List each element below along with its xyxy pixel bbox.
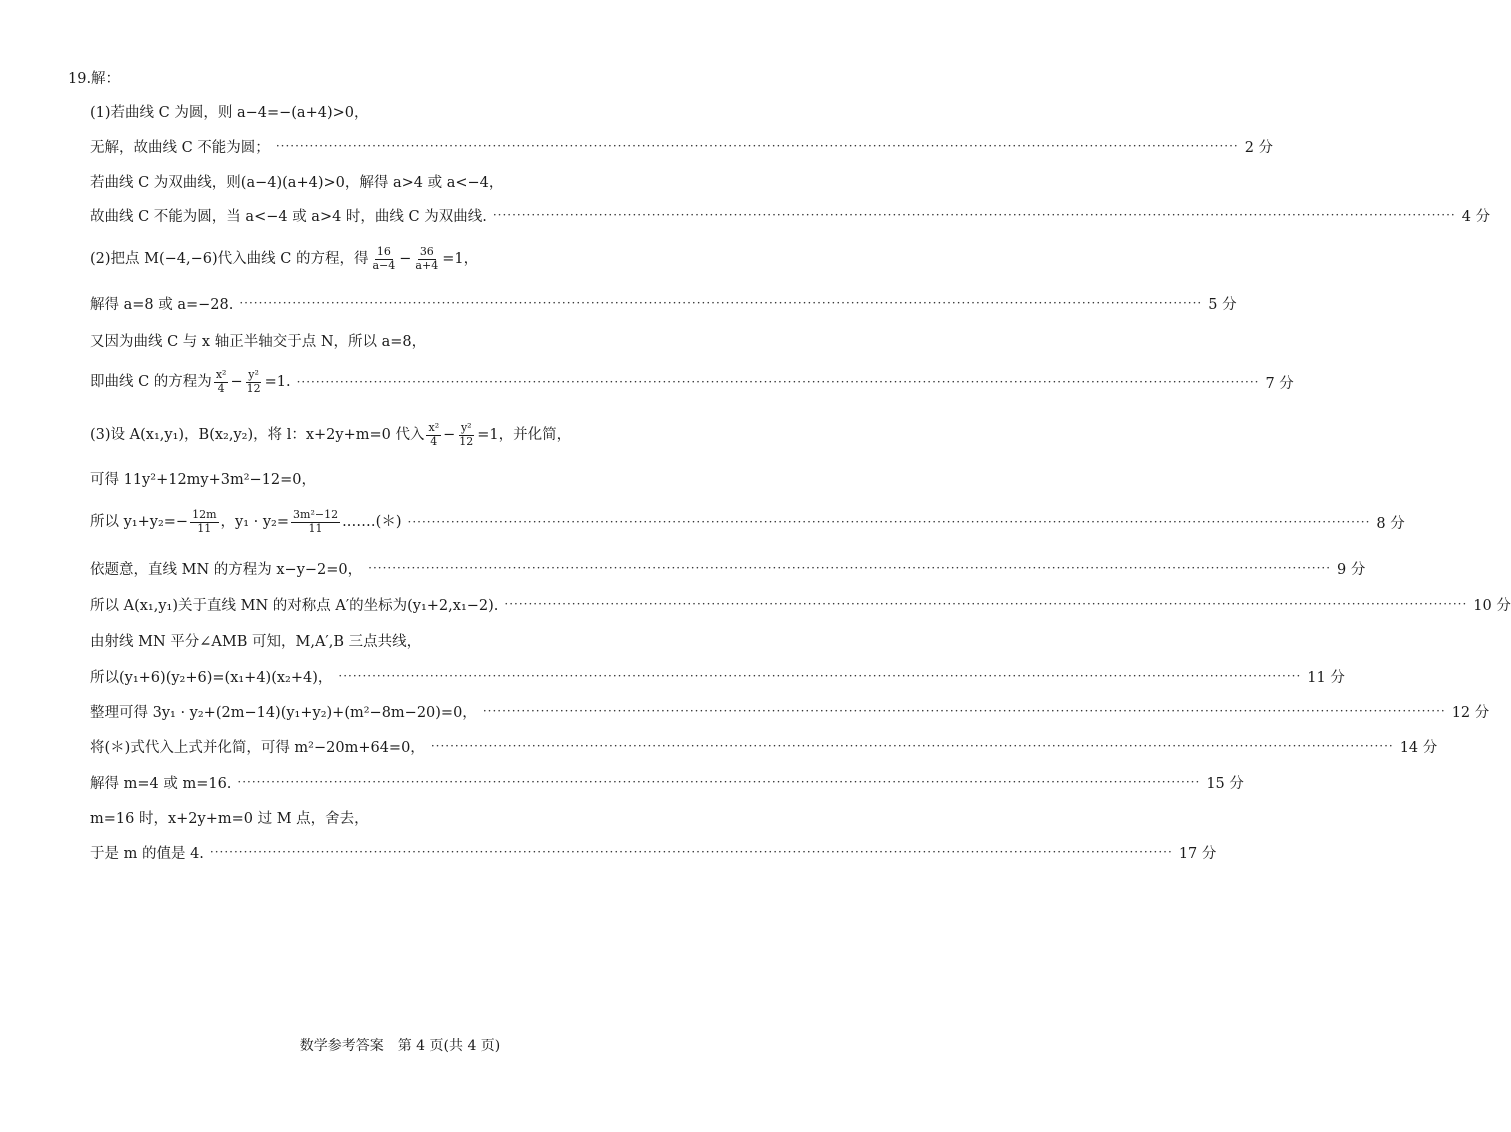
solution-line: 于是 m 的值是 4. ········································································································································································································ 17 分 — [90, 835, 738, 869]
score-mark: 7 分 — [1265, 375, 1294, 392]
leader-dots: ········································································································································································································ — [504, 597, 1468, 611]
solution-line: 所以(y₁+6)(y₂+6)=(x₁+4)(x₂+4)， ········································································································································································································ 11 分 — [90, 659, 738, 693]
fraction: $\frac{\text{y²}}{12}$ — [459, 420, 474, 448]
leader-dots: ········································································································································································································ — [430, 739, 1394, 753]
solution-line: 由射线 MN 平分∠AMB 可知，M,A′,B 三点共线， — [90, 633, 422, 650]
fraction: $\frac{\text{y²}}{12}$ — [246, 367, 261, 395]
solution-line: 若曲线 C 为双曲线，则(a−4)(a+4)>0，解得 a>4 或 a<−4， — [90, 174, 504, 191]
score-mark: 2 分 — [1244, 139, 1274, 156]
solution-line: 所以 y₁+y₂=− $\frac{12m}{11}$ ，y₁ · y₂= $\frac{\text{3m²−12}}{11}$ .……(＊) ········································································································································································································ 8 分 — [90, 507, 1405, 535]
score-mark: 15 分 — [1206, 775, 1244, 792]
solution-line: 整理可得 3y₁ · y₂+(2m−14)(y₁+y₂)+(m²−8m−20)=0， ········································································································································································································ 12 分 — [90, 694, 738, 728]
solution-line: (3)设 A(x₁,y₁)，B(x₂,y₂)，将 l：x+2y+m=0 代入 $\frac{\text{x²}}{4}$ − $\frac{\text{y²}}{12}$ =1，并化简， — [90, 420, 572, 448]
solution-line: 即曲线 C 的方程为 $\frac{\text{x²}}{4}$ − $\frac{\text{y²}}{12}$ =1. ········································································································································································································ 7 分 — [90, 367, 1294, 395]
page-footer: 数学参考答案 第 4 页(共 4 页) — [299, 1038, 501, 1054]
solution-line: 又因为曲线 C 与 x 轴正半轴交于点 N，所以 a=8， — [90, 333, 427, 350]
score-mark: 17 分 — [1178, 845, 1217, 862]
score-mark: 14 分 — [1399, 739, 1438, 756]
solution-line: 故曲线 C 不能为圆，当 a<−4 或 a>4 时，曲线 C 为双曲线. ········································································································································································································ 4 分 — [90, 198, 738, 232]
fraction: $\frac{\text{x²}}{4}$ — [215, 367, 227, 395]
leader-dots: ········································································································································································································ — [338, 669, 1302, 683]
solution-line: 所以 A(x₁,y₁)关于直线 MN 的对称点 A′的坐标为(y₁+2,x₁−2). ········································································································································································································ 10 分 — [90, 587, 738, 621]
solution-line: (2)把点 M(−4,−6)代入曲线 C 的方程，得 $\frac{16}{a-4}$ − $\frac{36}{a+4}$ =1， — [90, 244, 479, 272]
leader-dots: ········································································································································································································ — [209, 845, 1173, 859]
solution-line: m=16 时，x+2y+m=0 过 M 点，舍去， — [90, 810, 369, 827]
solution-line: 将(＊)式代入上式并化简，可得 m²−20m+64=0， ········································································································································································································ 14 分 — [90, 729, 738, 763]
score-mark: 10 分 — [1473, 597, 1511, 614]
fraction: $\frac{\text{x²}}{4}$ — [428, 420, 440, 448]
leader-dots: ········································································································································································································ — [482, 704, 1446, 718]
leader-dots: ········································································································································································································ — [237, 775, 1201, 789]
leader-dots: ········································································································································································································ — [275, 139, 1239, 153]
fraction: $\frac{16}{a-4}$ — [372, 244, 396, 272]
fraction: $\frac{\text{3m²−12}}{11}$ — [293, 507, 339, 535]
leader-dots: ········································································································································································································ — [296, 375, 1260, 389]
problem-number: 19.解： — [68, 70, 121, 87]
score-mark: 9 分 — [1337, 561, 1366, 578]
score-mark: 8 分 — [1376, 515, 1405, 532]
score-mark: 11 分 — [1307, 669, 1345, 686]
leader-dots: ········································································································································································································ — [368, 561, 1332, 575]
score-mark: 4 分 — [1461, 208, 1491, 225]
solution-line: 解得 m=4 或 m=16. ········································································································································································································ 15 分 — [90, 765, 738, 799]
solution-line: 解得 a=8 或 a=−28. ········································································································································································································ 5 分 — [90, 286, 738, 320]
score-mark: 12 分 — [1451, 704, 1490, 721]
solution-line: 可得 11y²+12my+3m²−12=0， — [90, 471, 317, 488]
solution-line: 无解，故曲线 C 不能为圆； ········································································································································································································ 2 分 — [90, 129, 738, 163]
fraction: $\frac{12m}{11}$ — [192, 507, 217, 535]
solution-line: (1)若曲线 C 为圆，则 a−4=−(a+4)>0， — [90, 104, 369, 121]
score-mark: 5 分 — [1208, 296, 1237, 313]
leader-dots: ········································································································································································································ — [407, 515, 1371, 529]
leader-dots: ········································································································································································································ — [239, 296, 1203, 310]
leader-dots: ········································································································································································································ — [492, 208, 1456, 222]
fraction: $\frac{36}{a+4}$ — [415, 244, 439, 272]
solution-line: 依题意，直线 MN 的方程为 x−y−2=0， ········································································································································································································ 9 分 — [90, 551, 738, 585]
